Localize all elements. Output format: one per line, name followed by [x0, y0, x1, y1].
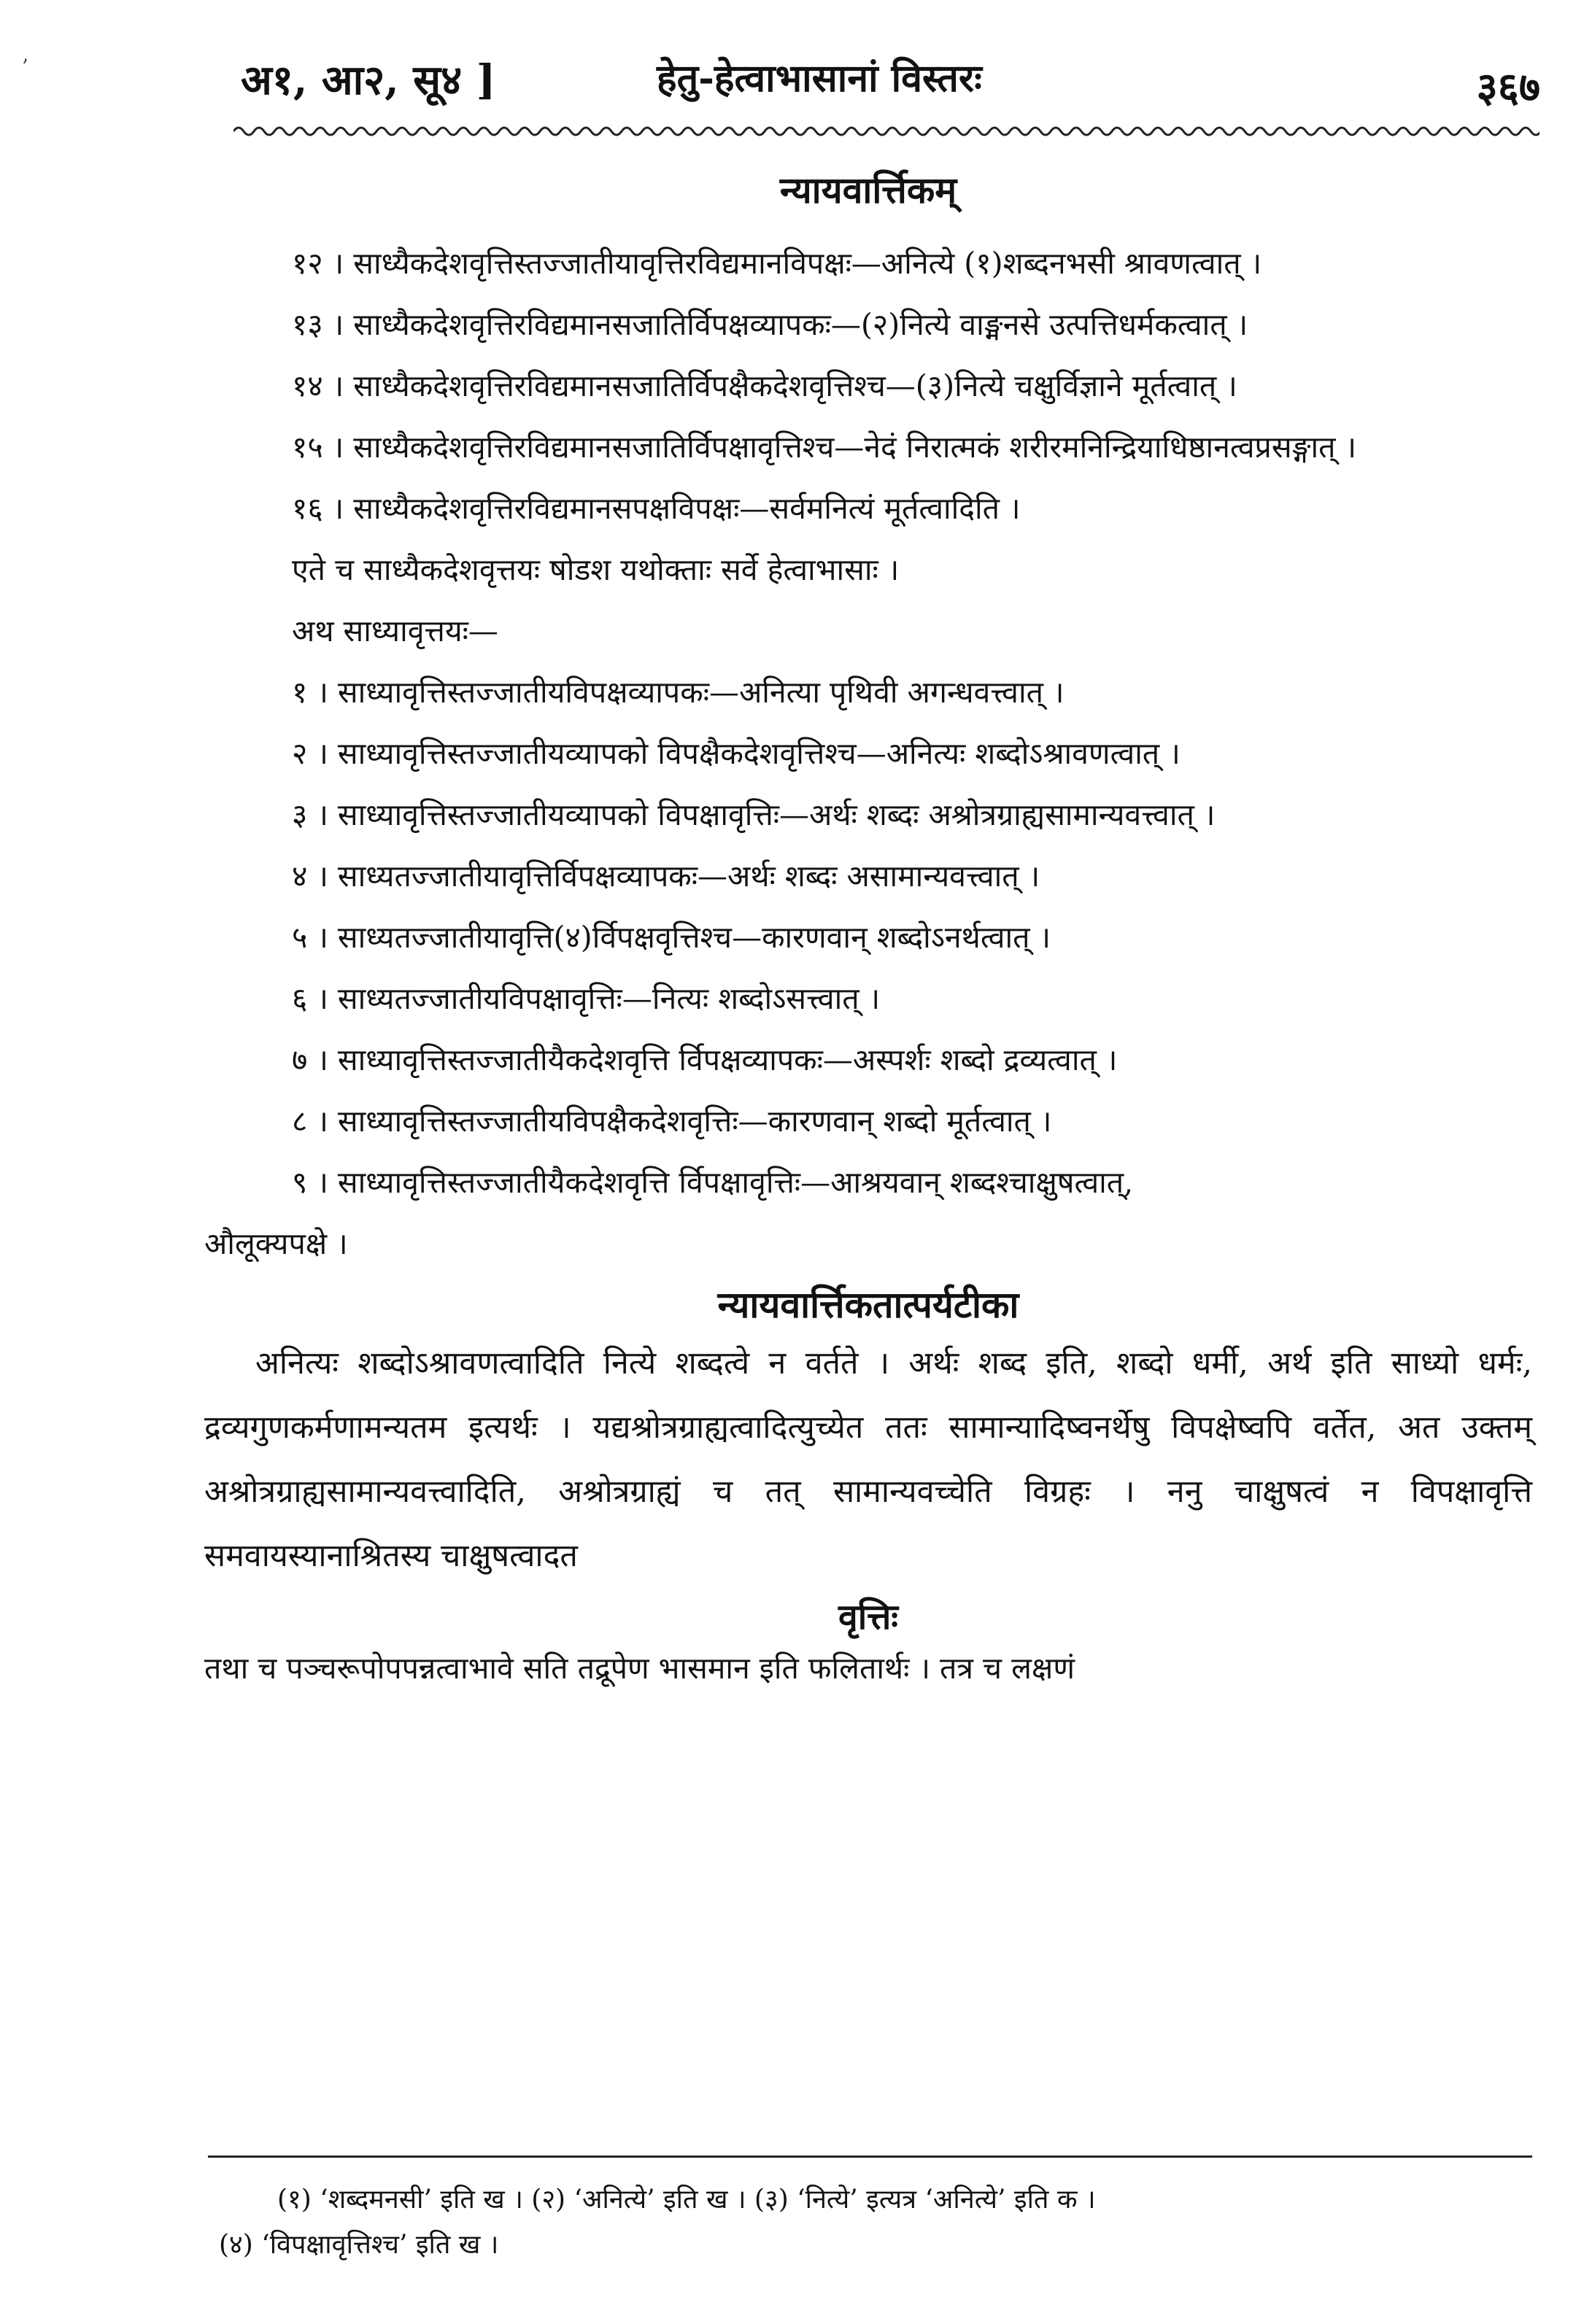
- section-title-tika: न्यायवार्त्तिकतात्पर्यटीका: [717, 1283, 1019, 1326]
- running-header: [241, 51, 1540, 117]
- margin-speck: ’: [22, 55, 28, 79]
- list-item-7: ७ । साध्यावृत्तिस्तज्जातीयैकदेशवृत्ति र्विपक्षव्यापकः—अस्पर्शः शब्दो द्रव्यत्वात् ।: [292, 1042, 1118, 1077]
- sutra-para-15: १५ । साध्यैकदेशवृत्तिरविद्यमानसजातिर्विपक्षावृत्तिश्च—नेदं निरात्मकं शरीरमनिन्द्रियाधिष्ठानत्वप्रसङ्गात् ।: [292, 430, 1357, 465]
- running-title: हेतु-हेत्वाभासानां विस्तरः: [657, 56, 982, 101]
- list-intro: अथ साध्यावृत्तयः—: [292, 613, 498, 648]
- vritti-text: तथा च पञ्चरूपोपपन्नत्वाभावे सति तद्रूपेण भासमान इति फलितार्थः । तत्र च लक्षणं: [204, 1651, 1075, 1686]
- footnote-line-1: (१) ‘शब्दमनसी’ इति ख । (२) ‘अनित्ये’ इति ख । (३) ‘नित्ये’ इत्यत्र ‘अनित्ये’ इति क ।: [277, 2185, 1096, 2215]
- sutra-para-16: १६ । साध्यैकदेशवृत्तिरविद्यमानसपक्षविपक्षः—सर्वमनित्यं मूर्तत्वादिति ।: [292, 491, 1021, 526]
- header-wavy-rule: [233, 123, 1539, 140]
- tika-commentary: अनित्यः शब्दोऽश्रावणत्वादिति नित्ये शब्दत्वे न वर्तते । अर्थः शब्द इति, शब्दो धर्मी, अर्थ इति साध्यो धर्मः, द्रव्यगुणकर्मणामन्यतम इत्यर्थः । यद्यश्रोत्रग्राह्यत्वादित्युच्येत ततः सामान्यादिष्वनर्थेषु विपक्षेष्वपि वर्तेत, अत उक्तम् अश्रोत्रग्राह्यसामान्यवत्त्वादिति, अश्रोत्रग्राह्यं च तत् सामान्यवच्चेति विग्रहः । ननु चाक्षुषत्वं न विपक्षावृत्ति समवायस्यानाश्रितस्य चाक्षुषत्वादत: [204, 1345, 1532, 1574]
- list-item-8: ८ । साध्यावृत्तिस्तज्जातीयविपक्षैकदेशवृत्तिः—कारणवान् शब्दो मूर्तत्वात् ।: [292, 1104, 1052, 1139]
- list-item-3: ३ । साध्यावृत्तिस्तज्जातीयव्यापको विपक्षावृत्तिः—अर्थः शब्दः अश्रोत्रग्राह्यसामान्यवत्त्वात् ।: [292, 797, 1216, 832]
- list-item-2: २ । साध्यावृत्तिस्तज्जातीयव्यापको विपक्षैकदेशवृत्तिश्च—अनित्यः शब्दोऽश्रावणत्वात् ।: [292, 736, 1181, 771]
- sutra-para-13: १३ । साध्यैकदेशवृत्तिरविद्यमानसजातिर्विपक्षव्यापकः—(२)नित्ये वाङ्मनसे उत्पत्तिधर्मकत्वात् ।: [292, 307, 1248, 342]
- list-item-5: ५ । साध्यतज्जातीयावृत्ति(४)र्विपक्षवृत्तिश्च—कारणवान् शब्दोऽनर्थत्वात् ।: [292, 920, 1051, 955]
- sutra-para-14: १४ । साध्यैकदेशवृत्तिरविद्यमानसजातिर्विपक्षैकदेशवृत्तिश्च—(३)नित्ये चक्षुर्विज्ञाने मूर्तत्वात् ।: [292, 368, 1237, 403]
- footnote-line-2: (४) ‘विपक्षावृत्तिश्च’ इति ख ।: [219, 2230, 499, 2260]
- list-item-4: ४ । साध्यतज्जातीयावृत्तिर्विपक्षव्यापकः—अर्थः शब्दः असामान्यवत्त्वात् ।: [292, 859, 1040, 894]
- section-reference: अ१, आ२, सू४ ]: [241, 56, 496, 104]
- page-number: ३६७: [1476, 63, 1540, 112]
- sutra-para-12: १२ । साध्यैकदेशवृत्तिस्तज्जातीयावृत्तिरविद्यमानविपक्षः—अनित्ये (१)शब्दनभसी श्रावणत्वात् ।: [292, 246, 1262, 281]
- section-title-vritti: वृत्तिः: [838, 1597, 898, 1638]
- list-item-9: ९ । साध्यावृत्तिस्तज्जातीयैकदेशवृत्ति र्विपक्षावृत्तिः—आश्रयवान् शब्दश्चाक्षुषत्वात्,: [292, 1165, 1134, 1200]
- list-item-6: ६ । साध्यतज्जातीयविपक्षावृत्तिः—नित्यः शब्दोऽसत्त्वात् ।: [292, 981, 881, 1016]
- section-title-nyayavarttika: न्यायवार्त्तिकम्: [779, 169, 957, 212]
- list-item-1: १ । साध्यावृत्तिस्तज्जातीयविपक्षव्यापकः—अनित्या पृथिवी अगन्धवत्त्वात् ।: [292, 675, 1065, 710]
- footnotes: [219, 2177, 1532, 2268]
- footnote-rule: [208, 2155, 1532, 2158]
- summary-line: एते च साध्यैकदेशवृत्तयः षोडश यथोक्ताः सर्वे हेत्वाभासाः ।: [292, 552, 900, 587]
- main-text: [204, 157, 1532, 1694]
- list-item-9-continuation: औलूक्यपक्षे ।: [204, 1226, 348, 1261]
